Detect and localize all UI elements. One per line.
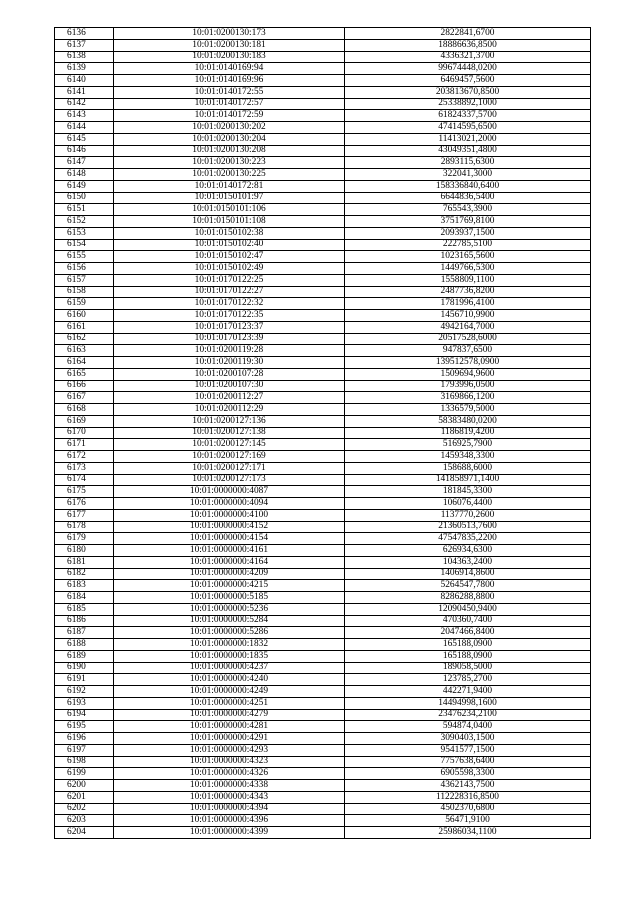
cadastral-number-cell: 10:01:0200127:138 <box>114 427 345 439</box>
value-cell: 9541577,1500 <box>345 744 591 756</box>
cadastral-number-cell: 10:01:0000000:4094 <box>114 498 345 510</box>
row-number-cell: 6204 <box>55 827 114 839</box>
table-row <box>55 650 591 662</box>
row-number-cell: 6152 <box>55 216 114 228</box>
cadastral-number-cell: 10:01:0200119:28 <box>114 345 345 357</box>
cadastral-number-cell: 10:01:0170122:27 <box>114 286 345 298</box>
table-row <box>55 733 591 745</box>
value-cell: 20517528,6000 <box>345 333 591 345</box>
table-row <box>55 133 591 145</box>
table-row <box>55 627 591 639</box>
row-number-cell: 6175 <box>55 486 114 498</box>
row-number-cell: 6157 <box>55 274 114 286</box>
value-cell: 1406914,8600 <box>345 568 591 580</box>
cadastral-number-cell: 10:01:0200130:225 <box>114 169 345 181</box>
row-number-cell: 6184 <box>55 592 114 604</box>
row-number-cell: 6183 <box>55 580 114 592</box>
table-row <box>55 227 591 239</box>
table-row <box>55 533 591 545</box>
row-number-cell: 6146 <box>55 145 114 157</box>
row-number-cell: 6153 <box>55 227 114 239</box>
value-cell: 2893115,6300 <box>345 157 591 169</box>
value-cell: 3090403,1500 <box>345 733 591 745</box>
table-row <box>55 392 591 404</box>
row-number-cell: 6161 <box>55 321 114 333</box>
row-number-cell: 6162 <box>55 333 114 345</box>
cadastral-number-cell: 10:01:0000000:4240 <box>114 674 345 686</box>
row-number-cell: 6166 <box>55 380 114 392</box>
table-row <box>55 568 591 580</box>
table-row <box>55 192 591 204</box>
row-number-cell: 6176 <box>55 498 114 510</box>
row-number-cell: 6182 <box>55 568 114 580</box>
row-number-cell: 6186 <box>55 615 114 627</box>
value-cell: 12090450,9400 <box>345 603 591 615</box>
table-row <box>55 204 591 216</box>
row-number-cell: 6144 <box>55 122 114 134</box>
table-row <box>55 169 591 181</box>
cadastral-number-cell: 10:01:0000000:4237 <box>114 662 345 674</box>
cadastral-number-cell: 10:01:0000000:4396 <box>114 815 345 827</box>
row-number-cell: 6203 <box>55 815 114 827</box>
value-cell: 1793996,0500 <box>345 380 591 392</box>
table-row <box>55 145 591 157</box>
cadastral-number-cell: 10:01:0150101:106 <box>114 204 345 216</box>
cadastral-number-cell: 10:01:0000000:4164 <box>114 556 345 568</box>
row-number-cell: 6167 <box>55 392 114 404</box>
cadastral-number-cell: 10:01:0000000:5236 <box>114 603 345 615</box>
table-row <box>55 521 591 533</box>
cadastral-number-cell: 10:01:0000000:4209 <box>114 568 345 580</box>
row-number-cell: 6189 <box>55 650 114 662</box>
table-row <box>55 474 591 486</box>
value-cell: 203813670,8500 <box>345 86 591 98</box>
cadastral-number-cell: 10:01:0000000:4100 <box>114 509 345 521</box>
value-cell: 4362143,7500 <box>345 780 591 792</box>
value-cell: 2093937,1500 <box>345 227 591 239</box>
cadastral-number-cell: 10:01:0150102:40 <box>114 239 345 251</box>
table-row <box>55 451 591 463</box>
cadastral-number-cell: 10:01:0200119:30 <box>114 357 345 369</box>
table-row <box>55 39 591 51</box>
value-cell: 1781996,4100 <box>345 298 591 310</box>
row-number-cell: 6148 <box>55 169 114 181</box>
table-row <box>55 180 591 192</box>
value-cell: 158336840,6400 <box>345 180 591 192</box>
table-row <box>55 709 591 721</box>
value-cell: 5264547,7800 <box>345 580 591 592</box>
table-row <box>55 674 591 686</box>
cadastral-number-cell: 10:01:0000000:4399 <box>114 827 345 839</box>
value-cell: 2047466,8400 <box>345 627 591 639</box>
cadastral-number-cell: 10:01:0150101:97 <box>114 192 345 204</box>
value-cell: 516925,7900 <box>345 439 591 451</box>
cadastral-number-cell: 10:01:0140172:59 <box>114 110 345 122</box>
cadastral-number-cell: 10:01:0200130:181 <box>114 39 345 51</box>
row-number-cell: 6151 <box>55 204 114 216</box>
row-number-cell: 6145 <box>55 133 114 145</box>
table-row <box>55 98 591 110</box>
row-number-cell: 6140 <box>55 75 114 87</box>
value-cell: 43049351,4800 <box>345 145 591 157</box>
cadastral-number-cell: 10:01:0200107:30 <box>114 380 345 392</box>
row-number-cell: 6194 <box>55 709 114 721</box>
table-row <box>55 744 591 756</box>
cadastral-number-cell: 10:01:0000000:4251 <box>114 697 345 709</box>
value-cell: 1336579,5000 <box>345 404 591 416</box>
table-row <box>55 697 591 709</box>
cadastral-number-cell: 10:01:0200130:204 <box>114 133 345 145</box>
table-row <box>55 357 591 369</box>
cadastral-number-cell: 10:01:0000000:4087 <box>114 486 345 498</box>
row-number-cell: 6200 <box>55 780 114 792</box>
table-row <box>55 580 591 592</box>
cadastral-number-cell: 10:01:0000000:4249 <box>114 686 345 698</box>
table-row <box>55 662 591 674</box>
row-number-cell: 6149 <box>55 180 114 192</box>
cadastral-number-cell: 10:01:0000000:4152 <box>114 521 345 533</box>
value-cell: 112228316,8500 <box>345 791 591 803</box>
cadastral-number-cell: 10:01:0140172:81 <box>114 180 345 192</box>
cadastral-number-cell: 10:01:0000000:4281 <box>114 721 345 733</box>
row-number-cell: 6163 <box>55 345 114 357</box>
value-cell: 6905598,3300 <box>345 768 591 780</box>
cadastral-number-cell: 10:01:0000000:1832 <box>114 639 345 651</box>
cadastral-number-cell: 10:01:0000000:4293 <box>114 744 345 756</box>
table-row <box>55 263 591 275</box>
table-row <box>55 686 591 698</box>
table-row <box>55 603 591 615</box>
table-row <box>55 462 591 474</box>
table-row <box>55 791 591 803</box>
table-row <box>55 75 591 87</box>
cadastral-number-cell: 10:01:0200112:29 <box>114 404 345 416</box>
value-cell: 1023165,5600 <box>345 251 591 263</box>
row-number-cell: 6160 <box>55 310 114 322</box>
cadastral-number-cell: 10:01:0150102:47 <box>114 251 345 263</box>
row-number-cell: 6158 <box>55 286 114 298</box>
cadastral-number-cell: 10:01:0000000:4338 <box>114 780 345 792</box>
table-row <box>55 439 591 451</box>
value-cell: 14494998,1600 <box>345 697 591 709</box>
table-row <box>55 345 591 357</box>
table-row <box>55 333 591 345</box>
value-cell: 6469457,5600 <box>345 75 591 87</box>
value-cell: 104363,2400 <box>345 556 591 568</box>
table-row <box>55 803 591 815</box>
table-row <box>55 545 591 557</box>
value-cell: 1558809,1100 <box>345 274 591 286</box>
row-number-cell: 6180 <box>55 545 114 557</box>
row-number-cell: 6168 <box>55 404 114 416</box>
cadastral-number-cell: 10:01:0170123:37 <box>114 321 345 333</box>
value-cell: 222785,5100 <box>345 239 591 251</box>
row-number-cell: 6201 <box>55 791 114 803</box>
value-cell: 2487736,8200 <box>345 286 591 298</box>
value-cell: 947837,6500 <box>345 345 591 357</box>
row-number-cell: 6150 <box>55 192 114 204</box>
table-row <box>55 486 591 498</box>
value-cell: 3169866,1200 <box>345 392 591 404</box>
table-row <box>55 216 591 228</box>
value-cell: 165188,0900 <box>345 639 591 651</box>
cadastral-number-cell: 10:01:0000000:5185 <box>114 592 345 604</box>
row-number-cell: 6174 <box>55 474 114 486</box>
row-number-cell: 6138 <box>55 51 114 63</box>
cadastral-number-cell: 10:01:0000000:4394 <box>114 803 345 815</box>
table-row <box>55 239 591 251</box>
cadastral-number-cell: 10:01:0000000:4215 <box>114 580 345 592</box>
value-cell: 1137770,2600 <box>345 509 591 521</box>
table-row <box>55 28 591 40</box>
row-number-cell: 6192 <box>55 686 114 698</box>
table-row <box>55 51 591 63</box>
table-row <box>55 509 591 521</box>
row-number-cell: 6202 <box>55 803 114 815</box>
table-row <box>55 298 591 310</box>
row-number-cell: 6193 <box>55 697 114 709</box>
row-number-cell: 6165 <box>55 368 114 380</box>
cadastral-number-cell: 10:01:0200130:202 <box>114 122 345 134</box>
table-row <box>55 251 591 263</box>
table-row <box>55 274 591 286</box>
table-row <box>55 780 591 792</box>
cadastral-number-cell: 10:01:0000000:1835 <box>114 650 345 662</box>
table-row <box>55 756 591 768</box>
value-cell: 7757638,6400 <box>345 756 591 768</box>
row-number-cell: 6197 <box>55 744 114 756</box>
table-row <box>55 639 591 651</box>
cadastral-number-cell: 10:01:0140172:55 <box>114 86 345 98</box>
table-body <box>55 28 591 839</box>
row-number-cell: 6136 <box>55 28 114 40</box>
value-cell: 3751769,8100 <box>345 216 591 228</box>
table-row <box>55 498 591 510</box>
value-cell: 158688,6000 <box>345 462 591 474</box>
row-number-cell: 6155 <box>55 251 114 263</box>
value-cell: 61824337,5700 <box>345 110 591 122</box>
row-number-cell: 6173 <box>55 462 114 474</box>
cadastral-number-cell: 10:01:0200127:145 <box>114 439 345 451</box>
value-cell: 765543,3900 <box>345 204 591 216</box>
table-row <box>55 427 591 439</box>
value-cell: 2822841,6700 <box>345 28 591 40</box>
cadastral-number-cell: 10:01:0000000:4154 <box>114 533 345 545</box>
row-number-cell: 6171 <box>55 439 114 451</box>
table-row <box>55 321 591 333</box>
cadastral-number-cell: 10:01:0000000:4326 <box>114 768 345 780</box>
value-cell: 1456710,9900 <box>345 310 591 322</box>
row-number-cell: 6181 <box>55 556 114 568</box>
row-number-cell: 6141 <box>55 86 114 98</box>
cadastral-number-cell: 10:01:0000000:4343 <box>114 791 345 803</box>
row-number-cell: 6156 <box>55 263 114 275</box>
cadastral-number-cell: 10:01:0140169:96 <box>114 75 345 87</box>
row-number-cell: 6142 <box>55 98 114 110</box>
table-row <box>55 286 591 298</box>
row-number-cell: 6164 <box>55 357 114 369</box>
row-number-cell: 6196 <box>55 733 114 745</box>
value-cell: 626934,6300 <box>345 545 591 557</box>
cadastral-number-cell: 10:01:0170123:39 <box>114 333 345 345</box>
row-number-cell: 6139 <box>55 63 114 75</box>
table-row <box>55 110 591 122</box>
cadastral-number-cell: 10:01:0140172:57 <box>114 98 345 110</box>
row-number-cell: 6159 <box>55 298 114 310</box>
value-cell: 123785,2700 <box>345 674 591 686</box>
row-number-cell: 6170 <box>55 427 114 439</box>
value-cell: 141858971,1400 <box>345 474 591 486</box>
table-row <box>55 592 591 604</box>
value-cell: 322041,3000 <box>345 169 591 181</box>
table-row <box>55 122 591 134</box>
table-row <box>55 827 591 839</box>
row-number-cell: 6154 <box>55 239 114 251</box>
value-cell: 189058,5000 <box>345 662 591 674</box>
table-row <box>55 63 591 75</box>
table-row <box>55 415 591 427</box>
cadastral-number-cell: 10:01:0000000:5284 <box>114 615 345 627</box>
data-table <box>54 27 591 839</box>
value-cell: 21360513,7600 <box>345 521 591 533</box>
row-number-cell: 6172 <box>55 451 114 463</box>
table-row <box>55 404 591 416</box>
value-cell: 106076,4400 <box>345 498 591 510</box>
table-row <box>55 556 591 568</box>
table-row <box>55 157 591 169</box>
value-cell: 18886636,8500 <box>345 39 591 51</box>
row-number-cell: 6178 <box>55 521 114 533</box>
value-cell: 4336321,3700 <box>345 51 591 63</box>
value-cell: 47547835,2200 <box>345 533 591 545</box>
row-number-cell: 6191 <box>55 674 114 686</box>
value-cell: 139512578,0900 <box>345 357 591 369</box>
cadastral-number-cell: 10:01:0170122:25 <box>114 274 345 286</box>
table-row <box>55 86 591 98</box>
value-cell: 1449766,5300 <box>345 263 591 275</box>
value-cell: 165188,0900 <box>345 650 591 662</box>
value-cell: 1459348,3300 <box>345 451 591 463</box>
cadastral-number-cell: 10:01:0150102:49 <box>114 263 345 275</box>
value-cell: 6644836,5400 <box>345 192 591 204</box>
cadastral-number-cell: 10:01:0200112:27 <box>114 392 345 404</box>
cadastral-number-cell: 10:01:0000000:4291 <box>114 733 345 745</box>
table-row <box>55 721 591 733</box>
row-number-cell: 6147 <box>55 157 114 169</box>
cadastral-number-cell: 10:01:0170122:35 <box>114 310 345 322</box>
cadastral-number-cell: 10:01:0200130:208 <box>114 145 345 157</box>
table-row <box>55 815 591 827</box>
value-cell: 58383480,0200 <box>345 415 591 427</box>
table-row <box>55 768 591 780</box>
value-cell: 1509694,9600 <box>345 368 591 380</box>
value-cell: 470360,7400 <box>345 615 591 627</box>
cadastral-number-cell: 10:01:0000000:4279 <box>114 709 345 721</box>
cadastral-number-cell: 10:01:0200130:223 <box>114 157 345 169</box>
row-number-cell: 6169 <box>55 415 114 427</box>
value-cell: 1186819,4200 <box>345 427 591 439</box>
value-cell: 23476234,2100 <box>345 709 591 721</box>
value-cell: 181845,3300 <box>345 486 591 498</box>
cadastral-number-cell: 10:01:0000000:4323 <box>114 756 345 768</box>
cadastral-number-cell: 10:01:0150101:108 <box>114 216 345 228</box>
value-cell: 25338892,1000 <box>345 98 591 110</box>
table-row <box>55 615 591 627</box>
value-cell: 47414595,6500 <box>345 122 591 134</box>
value-cell: 8286288,8800 <box>345 592 591 604</box>
row-number-cell: 6199 <box>55 768 114 780</box>
row-number-cell: 6187 <box>55 627 114 639</box>
row-number-cell: 6190 <box>55 662 114 674</box>
value-cell: 4942164,7000 <box>345 321 591 333</box>
value-cell: 25986034,1100 <box>345 827 591 839</box>
cadastral-number-cell: 10:01:0200107:28 <box>114 368 345 380</box>
value-cell: 99674448,0200 <box>345 63 591 75</box>
cadastral-number-cell: 10:01:0200130:183 <box>114 51 345 63</box>
value-cell: 56471,9100 <box>345 815 591 827</box>
cadastral-number-cell: 10:01:0150102:38 <box>114 227 345 239</box>
cadastral-number-cell: 10:01:0000000:4161 <box>114 545 345 557</box>
row-number-cell: 6198 <box>55 756 114 768</box>
value-cell: 442271,9400 <box>345 686 591 698</box>
cadastral-number-cell: 10:01:0140169:94 <box>114 63 345 75</box>
cadastral-number-cell: 10:01:0200127:136 <box>114 415 345 427</box>
row-number-cell: 6179 <box>55 533 114 545</box>
row-number-cell: 6137 <box>55 39 114 51</box>
row-number-cell: 6195 <box>55 721 114 733</box>
cadastral-number-cell: 10:01:0200127:173 <box>114 474 345 486</box>
cadastral-number-cell: 10:01:0200130:173 <box>114 28 345 40</box>
value-cell: 11413021,2000 <box>345 133 591 145</box>
row-number-cell: 6185 <box>55 603 114 615</box>
cadastral-number-cell: 10:01:0000000:5286 <box>114 627 345 639</box>
row-number-cell: 6143 <box>55 110 114 122</box>
row-number-cell: 6177 <box>55 509 114 521</box>
cadastral-number-cell: 10:01:0170122:32 <box>114 298 345 310</box>
table-row <box>55 368 591 380</box>
row-number-cell: 6188 <box>55 639 114 651</box>
value-cell: 594874,0400 <box>345 721 591 733</box>
value-cell: 4502370,6800 <box>345 803 591 815</box>
cadastral-number-cell: 10:01:0200127:171 <box>114 462 345 474</box>
table-row <box>55 380 591 392</box>
cadastral-number-cell: 10:01:0200127:169 <box>114 451 345 463</box>
table-row <box>55 310 591 322</box>
